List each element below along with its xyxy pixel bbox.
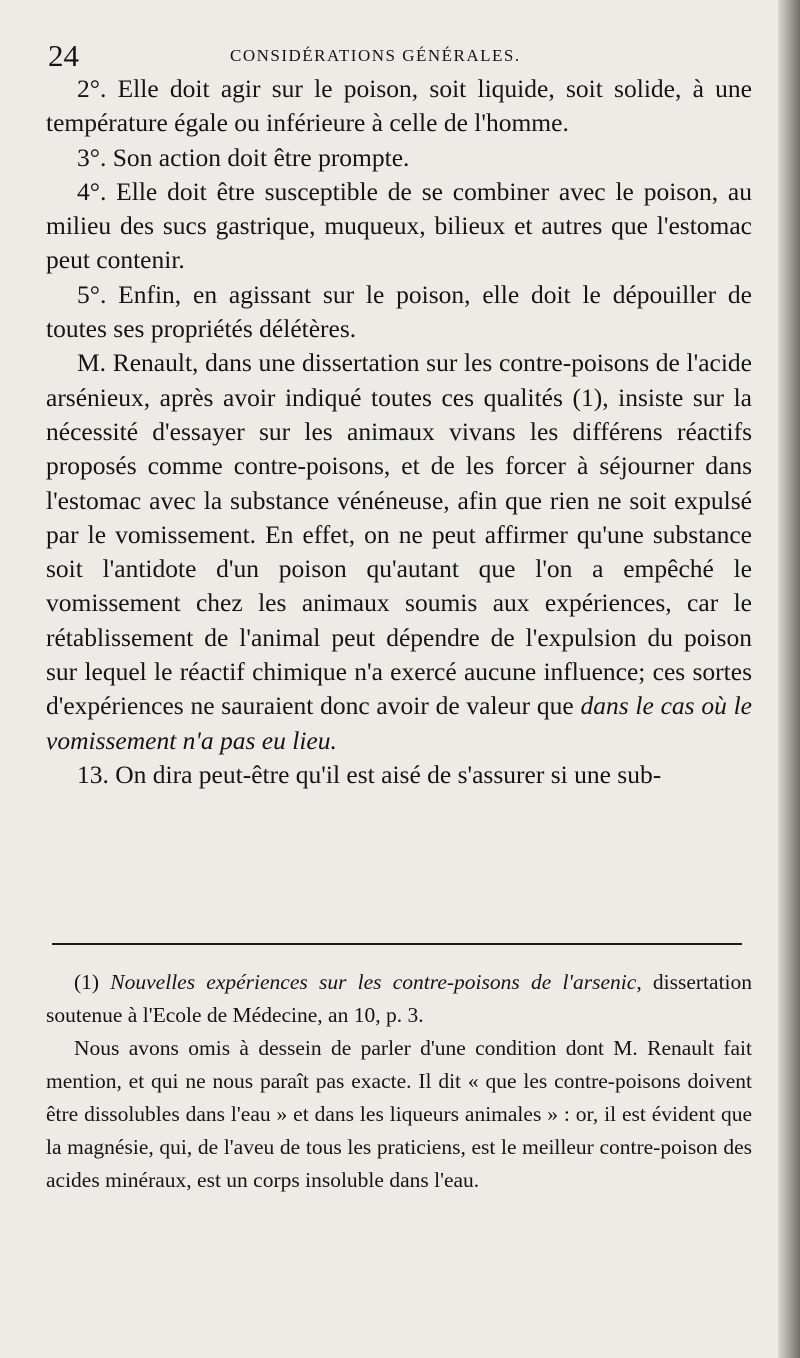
paragraph-condition-5: 5°. Enfin, en agissant sur le poison, elle doit le dépouiller de toutes ses propriétés délétères. (46, 279, 752, 344)
footnote-divider (52, 943, 742, 945)
footnote-marker: (1) (74, 970, 100, 994)
footnote-1-rest: , dissertation soutenue à l'Ecole de Médecine, an 10, p. 3. (46, 970, 753, 1027)
footnotes (46, 966, 752, 1197)
paragraph-section-13: 13. On dira peut-être qu'il est aisé de s'assurer si une sub- (77, 759, 662, 789)
footnote-1 (46, 966, 752, 1032)
footnote-2: Nous avons omis à dessein de parler d'une condition dont M. Renault fait mention, et qui ne nous paraît pas exacte. Il dit « que les contre-poisons doivent être dissolubles dans l'eau » et dans les liqueurs animales » : or, il est évident que la magnésie, qui, de l'aveu de tous les praticiens, est le meilleur contre-poison des acides minéraux, est un corps insoluble dans l'eau. (46, 1036, 752, 1192)
page-header (48, 38, 748, 74)
paragraph-condition-4: 4°. Elle doit être susceptible de se combiner avec le poison, au milieu des sucs gastrique, muqueux, bilieux et autres que l'estomac peut contenir. (46, 176, 752, 275)
body-text (46, 72, 752, 792)
paragraph-renault-text: M. Renault, dans une dissertation sur les contre-poisons de l'acide arsénieux, après avoir indiqué toutes ces qualités (1), insiste sur la nécessité d'essayer sur les animaux vivans les différens réactifs proposés comme contre-poisons, et de les forcer à séjourner dans l'estomac avec la substance vénéneuse, afin que rien ne soit expulsé par le vomissement. En effet, on ne peut affirmer qu'une substance soit l'antidote d'un poison qu'autant que l'on a empêché le vomissement chez les animaux soumis aux expériences, car le rétablissement de l'animal peut dépendre de l'expulsion du poison sur lequel le réactif chimique n'a exercé aucune influence; ces sortes d'expériences ne sauraient donc avoir de valeur que (46, 348, 752, 721)
running-title: CONSIDÉRATIONS GÉNÉRALES. (230, 46, 521, 65)
paragraph-renault (46, 346, 752, 758)
paragraph-condition-3: 3°. Son action doit être prompte. (77, 142, 410, 172)
paragraph-renault-italic: dans le cas où le vomissement n'a pas eu lieu. (46, 691, 752, 755)
paragraph-condition-2: 2°. Elle doit agir sur le poison, soit liquide, soit solide, à une température égale ou inférieure à celle de l'homme. (46, 74, 752, 138)
page-edge-shadow (778, 0, 800, 1358)
page-number: 24 (48, 38, 79, 73)
footnote-1-title: Nouvelles expériences sur les contre-poisons de l'arsenic (110, 970, 637, 994)
